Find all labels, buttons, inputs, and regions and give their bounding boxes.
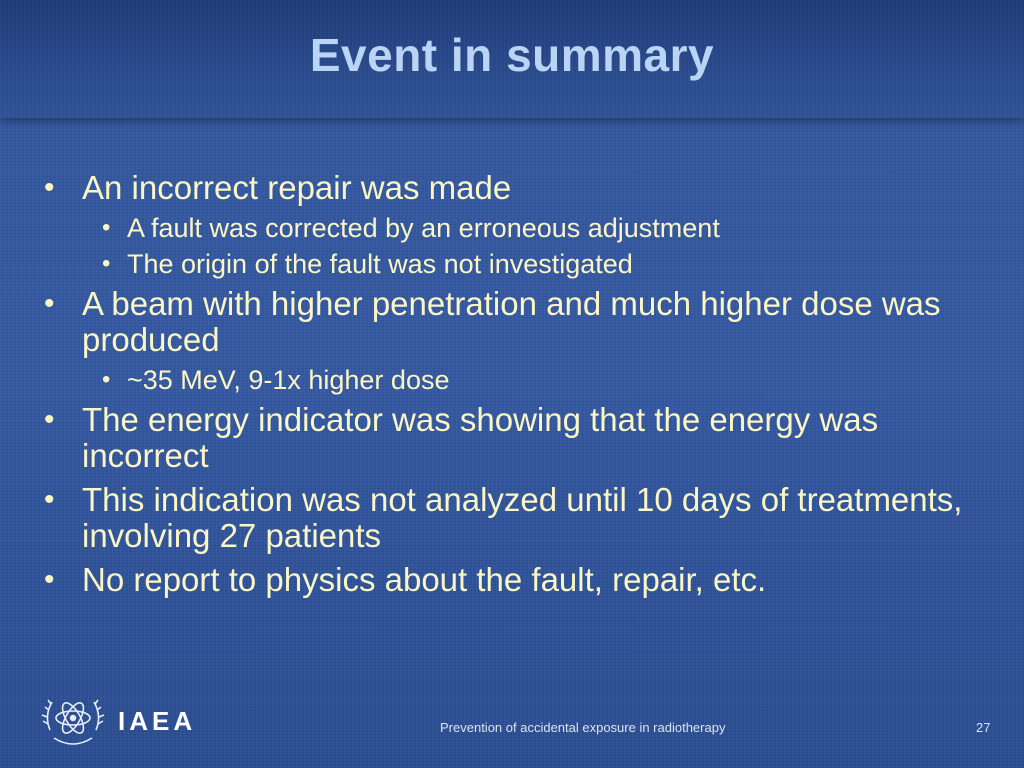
bullet-item bbox=[44, 402, 994, 474]
sub-bullet-text: ~35 MeV, 9-1x higher dose bbox=[127, 365, 450, 395]
org-name: IAEA bbox=[118, 706, 197, 736]
sub-bullet-marker: • bbox=[102, 366, 111, 393]
bullet-marker: • bbox=[44, 287, 55, 320]
sub-bullet-item bbox=[44, 248, 994, 280]
page-number: 27 bbox=[976, 720, 991, 735]
bullet-text: A beam with higher penetration and much higher dose was produced bbox=[82, 285, 941, 358]
bullet-item bbox=[44, 170, 994, 206]
footer-caption: Prevention of accidental exposure in radiotherapy bbox=[440, 720, 726, 735]
slide-title: Event in summary bbox=[309, 29, 715, 81]
bullet-marker: • bbox=[44, 403, 55, 436]
bullet-marker: • bbox=[44, 483, 55, 516]
iaea-emblem-icon bbox=[40, 690, 106, 752]
bullet-marker: • bbox=[44, 563, 55, 596]
title-bar bbox=[0, 0, 1024, 118]
sub-bullet-item bbox=[44, 364, 994, 396]
sub-bullet-item bbox=[44, 212, 994, 244]
bullet-text: An incorrect repair was made bbox=[82, 169, 512, 206]
bullet-item bbox=[44, 562, 994, 598]
bullet-text: The energy indicator was showing that the energy was incorrect bbox=[82, 401, 879, 474]
sub-bullet-marker: • bbox=[102, 250, 111, 277]
bullet-item bbox=[44, 286, 994, 358]
bullet-list bbox=[44, 170, 994, 606]
bullet-item bbox=[44, 482, 994, 554]
bullet-marker: • bbox=[44, 171, 55, 204]
bullet-text: This indication was not analyzed until 10 days of treatments, involving 27 patients bbox=[82, 481, 963, 554]
sub-bullet-text: A fault was corrected by an erroneous adjustment bbox=[127, 213, 720, 243]
sub-bullet-marker: • bbox=[102, 214, 111, 241]
sub-bullet-text: The origin of the fault was not investigated bbox=[127, 249, 633, 279]
bullet-text: No report to physics about the fault, repair, etc. bbox=[82, 561, 767, 598]
